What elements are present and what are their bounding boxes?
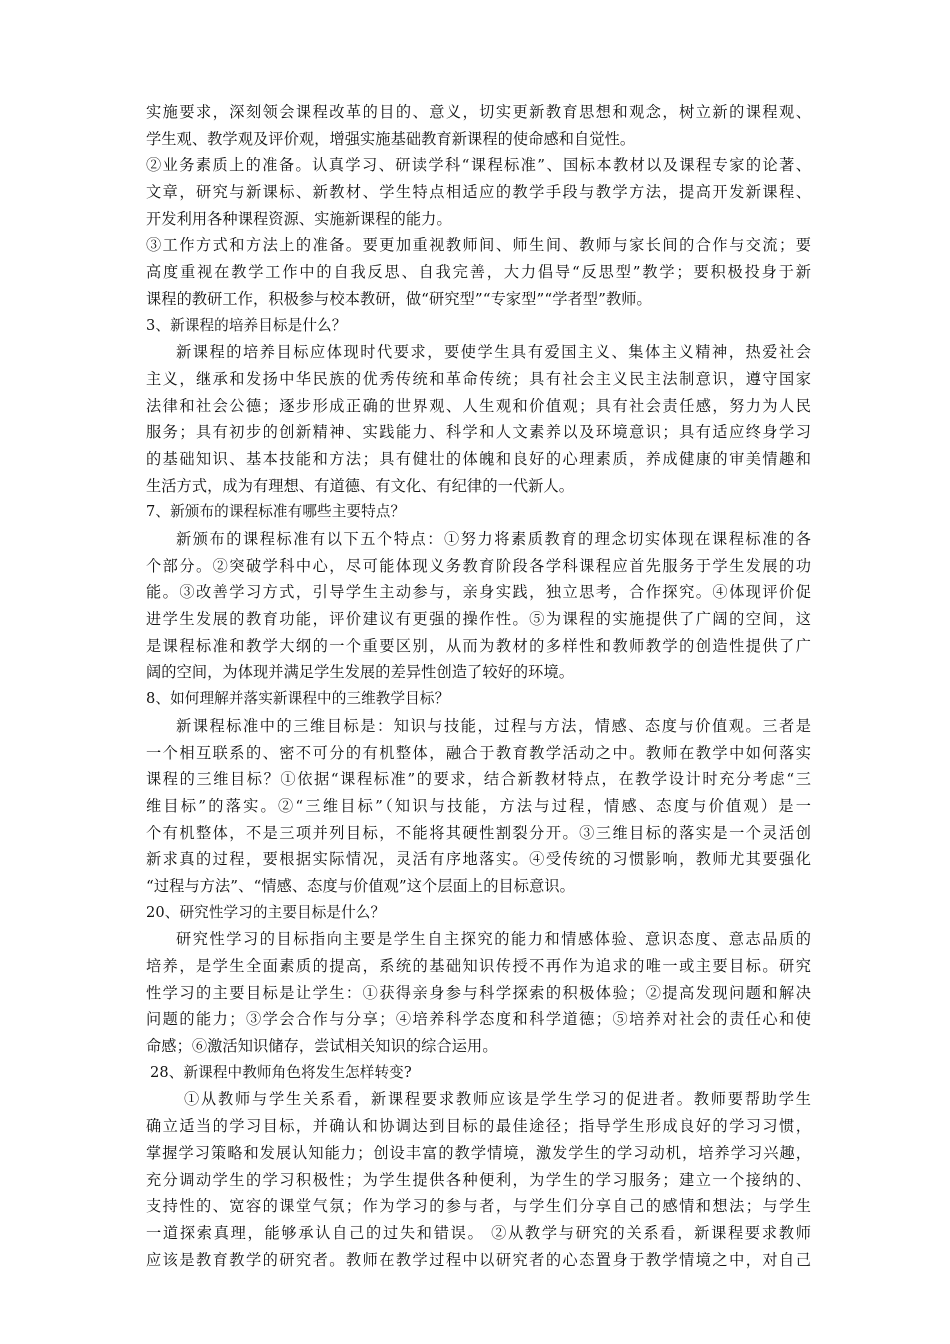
text-line: 服务；具有初步的创新精神、实践能力、科学和人文素养以及环境意识；具有适应终身学习 (146, 423, 811, 442)
text-line: 性学习的主要目标是让学生：①获得亲身参与科学探索的积极体验；②提高发现问题和解决 (146, 983, 811, 1002)
text-line: 生活方式，成为有理想、有道德、有文化、有纪律的一代新人。 (146, 476, 575, 495)
text-line: 新课程标准中的三维目标是：知识与技能，过程与方法，情感、态度与价值观。三者是 (176, 716, 811, 735)
section-heading: 20、研究性学习的主要目标是什么？ (146, 903, 386, 921)
text-line: “过程与方法”、“情感、态度与价值观”这个层面上的目标意识。 (146, 876, 575, 895)
text-line: 个有机整体，不是三项并列目标，不能将其硬性割裂分开。③三维目标的落实是一个灵活创 (146, 823, 811, 842)
text-line: ③工作方式和方法上的准备。要更加重视教师间、师生间、教师与家长间的合作与交流；要 (146, 236, 811, 255)
text-line: 掌握学习策略和发展认知能力；创设丰富的教学情境，激发学生的学习动机，培养学习兴趣， (146, 1143, 811, 1162)
text-line: 高度重视在教学工作中的自我反思、自我完善，大力倡导“反思型”教学；要积极投身于新 (146, 263, 811, 282)
section-heading: 8、如何理解并落实新课程中的三维教学目标？ (146, 690, 450, 708)
text-line: 一道探索真理，能够承认自己的过失和错误。 ②从教学与研究的关系看，新课程要求教师 (146, 1223, 811, 1242)
text-line: 充分调动学生的学习积极性；为学生提供各种便利，为学生的学习服务；建立一个接纳的、 (146, 1170, 811, 1189)
text-line: 主义，继承和发扬中华民族的优秀传统和革命传统；具有社会主义民主法制意识，遵守国家 (146, 369, 811, 388)
text-line: ②业务素质上的准备。认真学习、研读学科“课程标准”、国标本教材以及课程专家的论著、 (146, 156, 811, 175)
text-line: 研究性学习的目标指向主要是学生自主探究的能力和情感体验、意识态度、意志品质的 (176, 930, 811, 949)
text-line: 应该是教育教学的研究者。教师在教学过程中以研究者的心态置身于教学情境之中，对自己 (146, 1250, 811, 1269)
text-line: 是课程标准和教学大纲的一个重要区别，从而为教材的多样性和教师教学的创造性提供了广 (146, 636, 811, 655)
section-heading: 3、新课程的培养目标是什么？ (146, 316, 347, 334)
text-line: 命感；⑥激活知识储存，尝试相关知识的综合运用。 (146, 1037, 498, 1056)
text-line: 阔的空间，为体现并满足学生发展的差异性创造了较好的环境。 (146, 663, 575, 682)
section-heading: 7、新颁布的课程标准有哪些主要特点？ (146, 503, 406, 521)
text-line: 支持性的、宽容的课堂气氛；作为学习的参与者，与学生们分享自己的感情和想法；与学生 (146, 1197, 811, 1216)
text-line: 课程的教研工作，积极参与校本教研，做“研究型”“专家型”“学者型”教师。 (146, 289, 652, 308)
text-line: 文章，研究与新课标、新教材、学生特点相适应的教学手段与教学方法，提高开发新课程、 (146, 183, 811, 202)
text-line: 新求真的过程，要根据实际情况，灵活有序地落实。④受传统的习惯影响，教师尤其要强化 (146, 850, 811, 869)
text-line: 学生观、教学观及评价观，增强实施基础教育新课程的使命感和自觉性。 (146, 129, 636, 148)
text-line: 新颁布的课程标准有以下五个特点：①努力将素质教育的理念切实体现在课程标准的各 (176, 530, 811, 548)
text-line: 培养，是学生全面素质的提高，系统的基础知识传授不再作为追求的唯一或主要目标。研究 (146, 957, 811, 975)
text-line: 能。③改善学习方式，引导学生主动参与，亲身实践，独立思考，合作探究。④体现评价促 (146, 583, 811, 602)
text-line: 法律和社会公德；逐步形成正确的世界观、人生观和价值观；具有社会责任感，努力为人民 (146, 396, 811, 415)
text-line: 个部分。②突破学科中心，尽可能体现义务教育阶段各学科课程应首先服务于学生发展的功 (146, 556, 811, 575)
text-line: 新课程的培养目标应体现时代要求，要使学生具有爱国主义、集体主义精神，热爱社会 (176, 343, 811, 362)
text-line: 课程的三维目标？①依据“课程标准”的要求，结合新教材特点，在教学设计时充分考虑“三 (146, 770, 811, 789)
text-line: ①从教师与学生关系看，新课程要求教师应该是学生学习的促进者。教师要帮助学生 (184, 1090, 811, 1109)
text-line: 确立适当的学习目标，并确认和协调达到目标的最佳途径；指导学生形成良好的学习习惯， (146, 1117, 811, 1136)
text-line: 进学生发展的教育功能，评价建议有更强的操作性。⑤为课程的实施提供了广阔的空间，这 (146, 610, 811, 629)
text-line: 问题的能力；③学会合作与分享；④培养科学态度和科学道德；⑤培养对社会的责任心和使 (146, 1010, 811, 1029)
text-line: 维目标”的落实。②“三维目标”（知识与技能，方法与过程，情感、态度与价值观）是一 (146, 796, 811, 815)
text-line: 的基础知识、基本技能和方法；具有健壮的体魄和良好的心理素质，养成健康的审美情趣和 (146, 449, 811, 468)
document-page (146, 99, 811, 1273)
section-heading: 28、新课程中教师角色将发生怎样转变? (150, 1063, 412, 1081)
text-line: 实施要求，深刻领会课程改革的目的、意义，切实更新教育思想和观念，树立新的课程观、 (146, 103, 811, 121)
text-line: 开发利用各种课程资源、实施新课程的能力。 (146, 209, 452, 228)
text-line: 一个相互联系的、密不可分的有机整体，融合于教育教学活动之中。教师在教学中如何落实 (146, 743, 811, 762)
